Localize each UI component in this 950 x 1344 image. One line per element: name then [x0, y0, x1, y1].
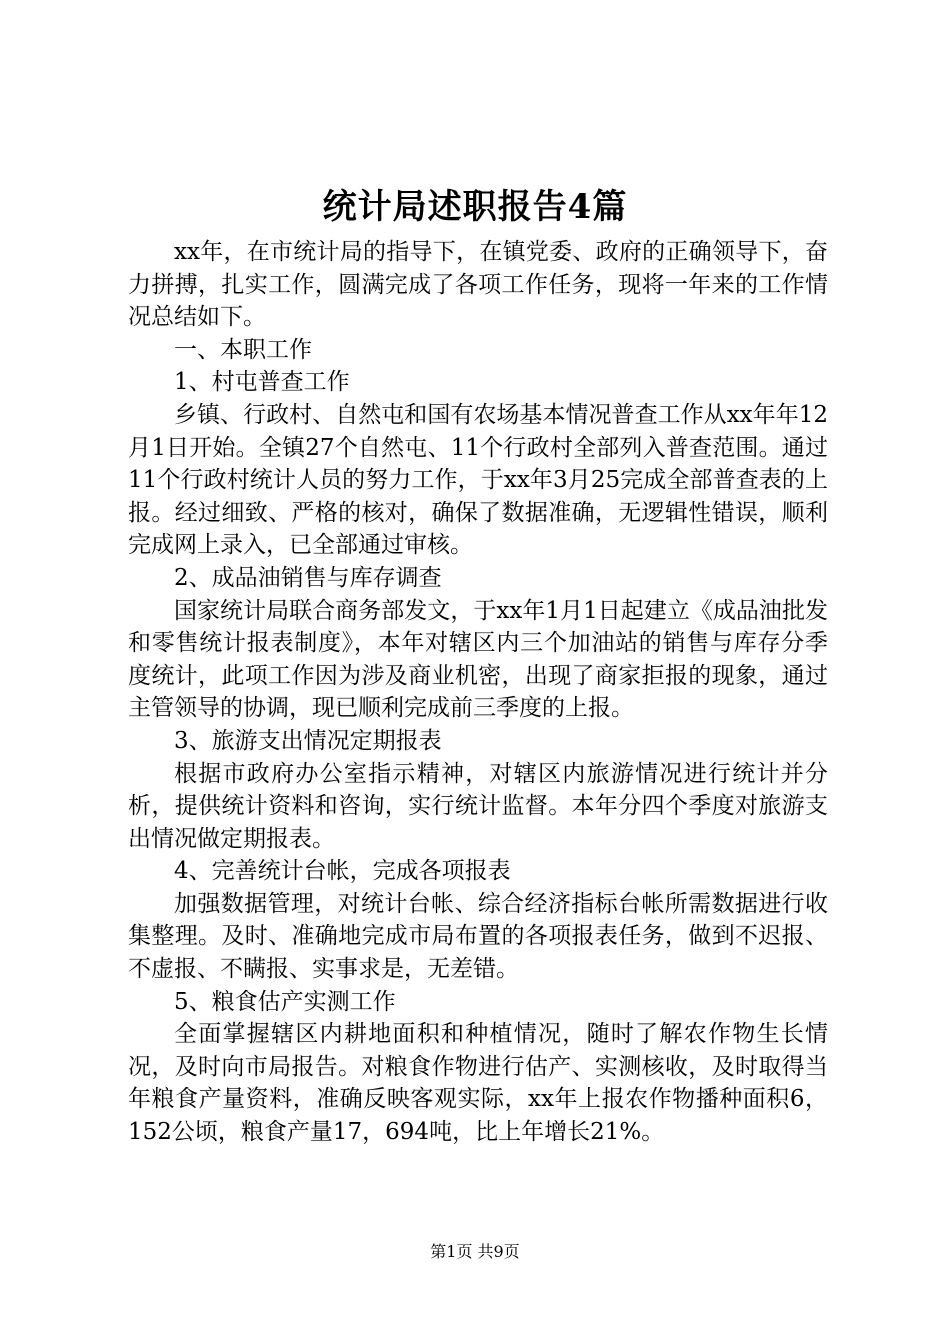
document-body — [128, 236, 828, 1149]
section-heading: 一、本职工作 — [174, 336, 312, 363]
paragraph-4: 加强数据管理，对统计台帐、综合经济指标台帐所需数据进行收集整理。及时、准确地完成市局布置的各项报表任务，做到不迟报、不虚报、不瞒报、实事求是，无差错。 — [128, 890, 828, 983]
subheading-2: 2、成品油销售与库存调查 — [174, 564, 442, 591]
document-title: 统计局述职报告4篇 — [322, 187, 628, 227]
paragraph-3: 根据市政府办公室指示精神，对辖区内旅游情况进行统计并分析，提供统计资料和咨询，实行统计监督。本年分四个季度对旅游支出情况做定期报表。 — [128, 760, 828, 852]
paragraph-intro: xx年，在市统计局的指导下，在镇党委、政府的正确领导下，奋力拼搏，扎实工作，圆满完成了各项工作任务，现将一年来的工作情况总结如下。 — [128, 239, 828, 331]
paragraph-2: 国家统计局联合商务部发文，于xx年1月1日起建立《成品油批发和零售统计报表制度》，本年对辖区内三个加油站的销售与库存分季度统计，此项工作因为涉及商业机密，出现了商家拒报的现象，通过主管领导的协调，现已顺利完成前三季度的上报。 — [128, 597, 828, 722]
page-footer: 第1页 共9页 — [430, 1242, 520, 1261]
paragraph-1: 乡镇、行政村、自然屯和国有农场基本情况普查工作从xx年年12月1日开始。全镇27个自然屯、11个行政村全部列入普查范围。通过11个行政村统计人员的努力工作，于xx年3月25完成全部普查表的上报。经过细致、严格的核对，确保了数据准确，无逻辑性错误，顺利完成网上录入，已全部通过审核。 — [128, 401, 828, 559]
subheading-4: 4、完善统计台帐，完成各项报表 — [174, 858, 511, 885]
subheading-5: 5、粮食估产实测工作 — [174, 988, 396, 1015]
paragraph-5: 全面掌握辖区内耕地面积和种植情况，随时了解农作物生长情况，及时向市局报告。对粮食作物进行估产、实测核收，及时取得当年粮食产量资料，准确反映客观实际，xx年上报农作物播种面积6，152公顷，粮食产量17，694吨，比上年增长21%。 — [128, 1021, 828, 1146]
subheading-1: 1、村屯普查工作 — [174, 369, 350, 396]
subheading-3: 3、旅游支出情况定期报表 — [174, 727, 442, 754]
